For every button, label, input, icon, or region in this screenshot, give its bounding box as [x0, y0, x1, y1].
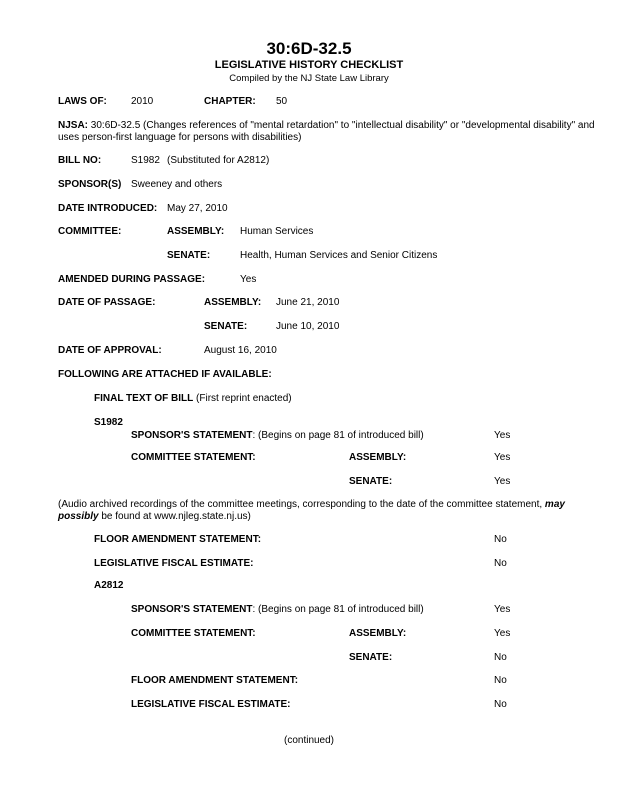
s1982-committee-statement-label: COMMITTEE STATEMENT: [131, 452, 256, 463]
bill-no-value: S1982 [131, 155, 160, 166]
a2812-committee-statement-label: COMMITTEE STATEMENT: [131, 628, 256, 639]
audio-note-text-before: (Audio archived recordings of the committee meetings, corresponding to the date of the committee statement, [58, 499, 545, 510]
chapter-value: 50 [276, 96, 288, 107]
passage-senate-label: SENATE: [204, 321, 248, 332]
a2812-sponsor-statement-value: Yes [494, 604, 511, 615]
continued-note: (continued) [283, 735, 335, 746]
date-introduced-label: DATE INTRODUCED: [58, 203, 158, 214]
compiled-by: Compiled by the NJ State Law Library [229, 73, 389, 84]
amended-label: AMENDED DURING PASSAGE: [58, 274, 206, 285]
committee-senate-value: Health, Human Services and Senior Citizens [240, 250, 438, 261]
chapter-label: CHAPTER: [204, 96, 256, 107]
sponsor-label: SPONSOR(S) [58, 179, 122, 190]
amended-value: Yes [240, 274, 257, 285]
page-title: 30:6D-32.5 [266, 39, 352, 58]
passage-assembly-value: June 21, 2010 [276, 297, 340, 308]
s1982-committee-assembly-label: ASSEMBLY: [349, 452, 407, 463]
s1982-floor-value: No [494, 534, 507, 545]
passage-senate-value: June 10, 2010 [276, 321, 340, 332]
sponsor-value: Sweeney and others [131, 179, 223, 190]
final-text-note: (First reprint enacted) [196, 393, 292, 404]
s1982-sponsor-statement [131, 430, 424, 442]
s1982-committee-senate-label: SENATE: [349, 476, 393, 487]
a2812-floor-label: FLOOR AMENDMENT STATEMENT: [131, 675, 299, 686]
a2812-committee-senate-value: No [494, 652, 507, 663]
audio-note-text-after: be found at www.njleg.state.nj.us) [98, 511, 251, 522]
checklist-subtitle: LEGISLATIVE HISTORY CHECKLIST [214, 59, 404, 71]
committee-assembly-label: ASSEMBLY: [167, 226, 225, 237]
s1982-heading: S1982 [94, 417, 123, 428]
a2812-committee-assembly-value: Yes [494, 628, 511, 639]
a2812-sponsor-statement-label: SPONSOR'S STATEMENT [131, 604, 253, 615]
attached-label: FOLLOWING ARE ATTACHED IF AVAILABLE: [58, 369, 272, 380]
a2812-committee-senate-label: SENATE: [349, 652, 393, 663]
s1982-floor-label: FLOOR AMENDMENT STATEMENT: [94, 534, 262, 545]
final-text-row [94, 393, 292, 405]
s1982-sponsor-statement-value: Yes [494, 430, 511, 441]
committee-label: COMMITTEE: [58, 226, 122, 237]
s1982-sponsor-statement-label: SPONSOR'S STATEMENT [131, 430, 253, 441]
approval-value: August 16, 2010 [204, 345, 277, 356]
laws-of-value: 2010 [131, 96, 154, 107]
audio-note [58, 499, 606, 523]
committee-assembly-value: Human Services [240, 226, 314, 237]
audio-note-emphasis: may possibly [58, 499, 565, 522]
a2812-fiscal-value: No [494, 699, 507, 710]
final-text-label: FINAL TEXT OF BILL [94, 393, 194, 404]
committee-senate-label: SENATE: [167, 250, 211, 261]
bill-no-label: BILL NO: [58, 155, 102, 166]
s1982-fiscal-value: No [494, 558, 507, 569]
laws-of-label: LAWS OF: [58, 96, 107, 107]
a2812-committee-assembly-label: ASSEMBLY: [349, 628, 407, 639]
passage-assembly-label: ASSEMBLY: [204, 297, 262, 308]
bill-no-note: (Substituted for A2812) [167, 155, 270, 166]
s1982-committee-senate-value: Yes [494, 476, 511, 487]
s1982-fiscal-label: LEGISLATIVE FISCAL ESTIMATE: [94, 558, 254, 569]
a2812-heading: A2812 [94, 580, 124, 591]
a2812-fiscal-label: LEGISLATIVE FISCAL ESTIMATE: [131, 699, 291, 710]
a2812-sponsor-statement [131, 604, 424, 616]
a2812-sponsor-statement-note: : (Begins on page 81 of introduced bill) [252, 604, 424, 615]
njsa-text: 30:6D-32.5 (Changes references of "mental retardation" to "intellectual disability" or "developmental disability" and uses person-first language for persons with disabilities) [58, 120, 595, 143]
njsa-block [58, 120, 603, 144]
passage-label: DATE OF PASSAGE: [58, 297, 156, 308]
s1982-committee-assembly-value: Yes [494, 452, 511, 463]
date-introduced-value: May 27, 2010 [167, 203, 228, 214]
njsa-label: NJSA: [58, 120, 89, 131]
a2812-floor-value: No [494, 675, 507, 686]
s1982-sponsor-statement-note: : (Begins on page 81 of introduced bill) [252, 430, 424, 441]
approval-label: DATE OF APPROVAL: [58, 345, 162, 356]
